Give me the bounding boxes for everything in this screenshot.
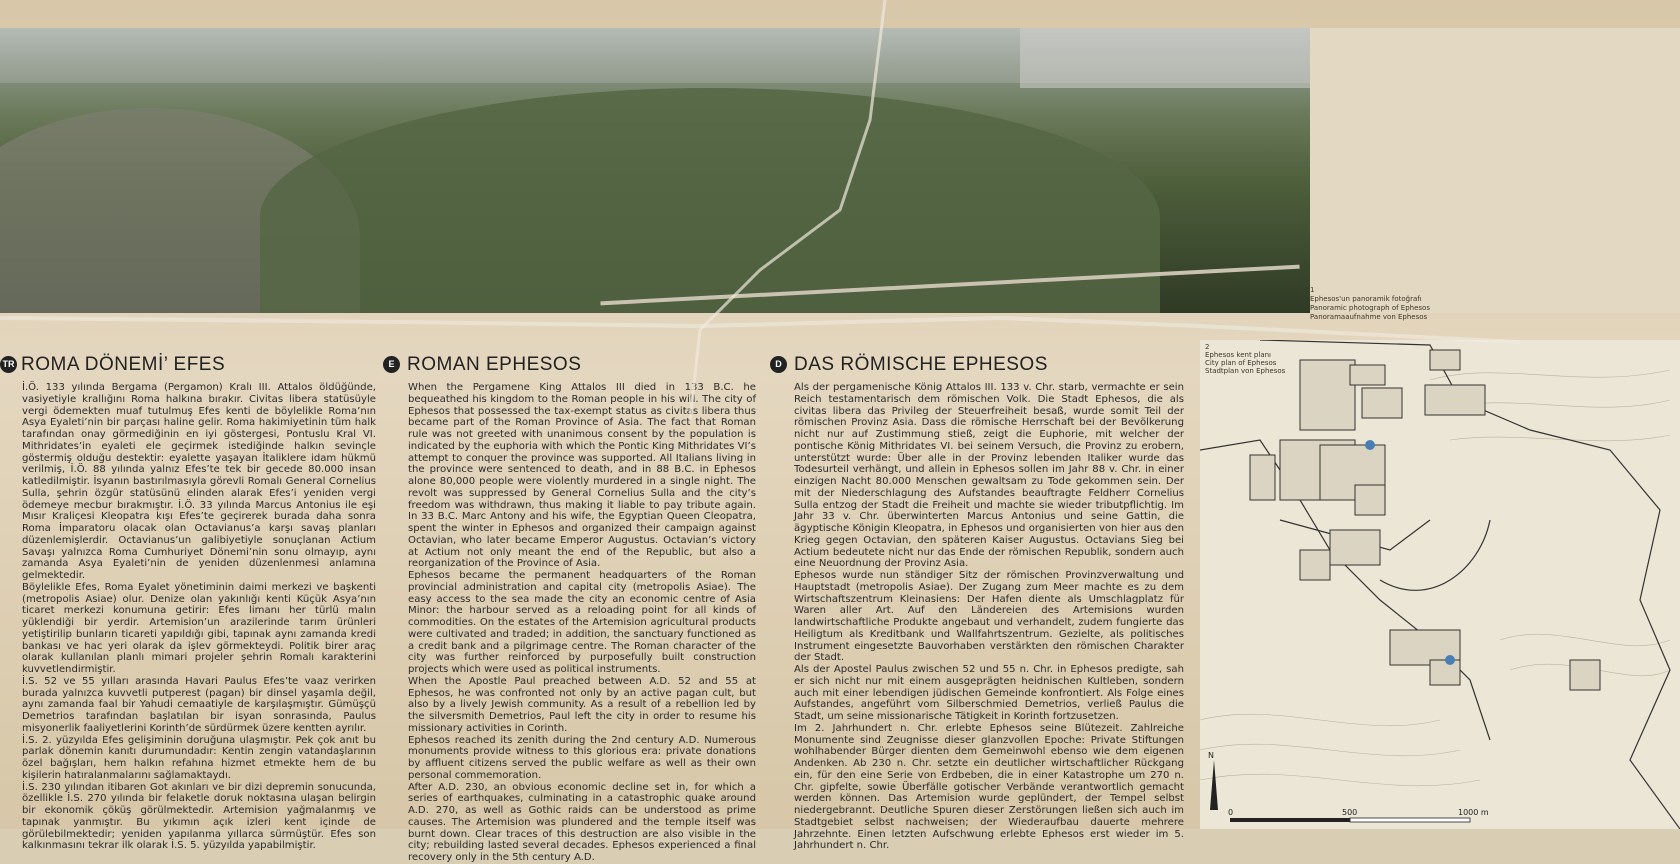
badge-en: E: [383, 356, 400, 373]
city-plan: [1200, 340, 1680, 829]
photo-caption-number: 1: [1310, 286, 1315, 294]
scale-label-1000: 1000 m: [1458, 808, 1489, 817]
paragraph: Ephesos became the permanent headquarters of the Roman provincial administration and capital city (metropolis Asiae). The easy access to the sea made the city an economic centre of Asia Minor: the harbour served as a reloading point for all kinds of commodities. On the estates of the Artemision agricultural products were cultivated and traded; in addition, the sanctuary functioned as a credit bank and a pilgrimage centre. The Roman character of the city was further reinforced by purposefully built construction projects which were used as political instruments.: [408, 570, 756, 675]
paragraph: Ephesos reached its zenith during the 2nd century A.D. Numerous monuments provide witness to this glorious era: private donations by affluent citizens served the public welfare as well as their own personal commemoration.: [408, 734, 756, 781]
city-plan-drawing: [1200, 340, 1680, 829]
scale-label-500: 500: [1342, 808, 1358, 817]
title-de: DAS RÖMISCHE EPHESOS: [794, 354, 1048, 375]
photo-caption: [1310, 286, 1430, 322]
paragraph: İ.S. 230 yılından itibaren Got akınları ve bir dizi depremin sonucunda, özellikle İ.S. 270 yılında bir felaketle doruk noktasına ulaşan belirgin bir ekonomik çöküş görülmektedir. Artemision yağmalanmış ve tapınak yanmıştır. Bu yıkımın açık izleri kent içinde de görülebilmektedir; yeniden yapılanma yıllarca sürmüştür. Efes son kalkınmasını tekrar ilk olarak İ.S. 5. yüzyılda yapabilmiştir.: [22, 781, 376, 852]
paragraph: After A.D. 230, an obvious economic decline set in, for which a series of earthquakes, culminating in a catastrophic quake around A.D. 270, as well as Gothic raids can be understood as prime causes. The Artemision was plundered and the temple itself was burnt down. Clear traces of this destruction are also visible in the city; rebuilding lasted several decades. Ephesos experienced a final recovery only in the 5th century A.D.: [408, 781, 756, 863]
paragraph: İ.Ö. 133 yılında Bergama (Pergamon) Kralı III. Attalos öldüğünde, vasiyetiyle krallığını Roma halkına bırakır. Civitas libera statüsüyle vergi ödemekten muaf tutulmuş Efes kenti de böylelikle Roma’nın Asya Eyaleti’nin bir parçası haline gelir. Roma hakimiyetinin tüm halk tarafından onay görmediğinin en iyi göstergesi, Pontuslu Kral VI. Mithridates’in eyaleti ele geçirmek istediğinde halkın sevinçle göstermiş olduğu destektir: eyalette yaşayan İtaliklere idam hükmü verilmiş, İ.Ö. 88 yılında yalnız Efes’te tek bir gecede 80.000 insan katledilmiştir. İsyanın bastırılmasıyla görevli Romalı General Cornelius Sulla, şehrin özgür statüsünü elinden alarak Efes’i yeniden vergi ödemeye mecbur bırakmıştır. İ.Ö. 33 yılında Marcus Antonius ile eşi Mısır Kraliçesi Kleopatra kışı Efes’te geçirerek burada daha sonra Roma İmparatoru olacak olan Octavianus’a karşı savaş planları düzenlemişlerdir. Octavianus’un galibiyetiyle sonuçlanan Actium Savaşı yalnızca Roma Cumhuriyet Dönemi’nin sonu olmayıp, aynı zamanda Asya Eyaleti’nin de yeniden düzenlenmesi anlamına gelmektedir.: [22, 382, 376, 581]
paragraph: İ.S. 2. yüzyılda Efes gelişiminin doruğuna ulaşmıştır. Pek çok anıt bu parlak dönemin kanıtı durumundadır: Kentin zengin vatandaşlarının özel bağışları, hem halkın refahına hizmet etmekte hem de bu kişilerin hatıralanmalarını sağlamaktaydı.: [22, 734, 376, 781]
info-marker-icon: [1365, 440, 1375, 450]
paragraph: Böylelikle Efes, Roma Eyalet yönetiminin daimi merkezi ve başkenti (metropolis Asiae) olur. Denize olan yakınlığı kenti Küçük Asya’nın ticaret merkezi konumuna getirir: Efes limanı her türlü malın yüklendiği bir yerdir. Artemision’un arazilerinde tarım ürünleri yetiştirilip bunların ticareti yapıldığı gibi, tapınak aynı zamanda kredi bankası ve hac yeri olarak da işlev görmekteydi. Politik birer araç olarak kullanılan planlı mimari projeler şehrin Romalı karakterini kuvvetlendirmiştir.: [22, 581, 376, 675]
scale-bar: [1230, 818, 1470, 822]
column-en: [408, 382, 756, 864]
map-caption-number: 2: [1205, 343, 1210, 351]
paragraph: Im 2. Jahrhundert n. Chr. erlebte Ephesos seine Blütezeit. Zahlreiche Monumente sind Zeugnisse dieser glanzvollen Epoche: Private Stiftungen wohlhabender Bürger dienten dem Gemeinwohl ebenso wie dem eigenen Andenken. Ab 230 n. Chr. setzte ein deutlicher wirtschaftlicher Rückgang ein, für den eine Serie von Erdbeben, die in einer Katastrophe um 270 n. Chr. gipfelte, sowie Überfälle gotischer Verbände verantwortlich gemacht werden können. Das Artemision wurde geplündert, der Tempel selbst niedergebrannt. Deutliche Spuren dieser Zerstörungen ließen sich auch im Stadtgebiet selbst nachweisen; der Wiederaufbau dauerte mehrere Jahrzehnte. Einen letzten Aufschwung erlebte Ephesos erst wieder im 5. Jahrhundert n. Chr.: [794, 722, 1184, 852]
building-footprints: [1250, 350, 1600, 690]
title-en: ROMAN EPHESOS: [407, 354, 582, 375]
map-caption-en: City plan of Ephesos: [1205, 359, 1277, 367]
contour-lines: [1200, 370, 1670, 786]
paragraph: When the Pergamene King Attalos III died in 133 B.C. he bequeathed his kingdom to the Roman people in his will. The city of Ephesos that possessed the tax-exempt status as civitas libera thus became part of the Roman Province of Asia. The fact that Roman rule was not greeted with unanimous consent by the population is indicated by the euphoria with which the Pontic King Mithridates VI’s attempt to conquer the province was supported. All Italians living in the province were sentenced to death, and in 88 B.C. in Ephesos alone 80,000 people were violently murdered in a single night. The revolt was suppressed by General Cornelius Sulla and the city’s freedom was withdrawn, thus making it liable to pay tribute again. In 33 B.C. Marc Antony and his wife, the Egyptian Queen Cleopatra, spent the winter in Ephesos and organized their campaign against Octavian, who later became Emperor Augustus. Octavian’s victory at Actium not only meant the end of the Republic, but also a reorganization of the Province of Asia.: [408, 382, 756, 570]
panorama-photo: [0, 28, 1310, 313]
town-area: [1020, 28, 1310, 88]
paragraph: Als der pergamenische König Attalos III. 133 v. Chr. starb, vermachte er sein Reich testamentarisch dem römischen Volk. Die Stadt Ephesos, die als civitas libera das Privileg der Steuerfreiheit besaß, wurde somit Teil der römischen Provinz Asia. Dass die römische Herrschaft bei der Bevölkerung nicht nur auf Zustimmung stieß, zeigt die Euphorie, mit welcher der pontische König Mithridates VI. bei seinem Versuch, die Provinz zu erobern, unterstützt wurde: Über alle in der Provinz lebenden Italiker wurde das Todesurteil verhängt, und allein in Ephesos sollen im Jahr 88 v. Chr. in einer einzigen Nacht 80.000 Menschen gewaltsam zu Tode gekommen sein. Der mit der Niederschlagung des Aufstandes beauftragte Feldherr Cornelius Sulla entzog der Stadt die Freiheit und machte sie wieder tributpflichtig. Im Jahr 33 v. Chr. überwinterten Marcus Antonius und seine Gattin, die ägyptische Königin Kleopatra, in Ephesos und organisierten von hier aus den Krieg gegen Octavian, den späteren Kaiser Augustus. Octavians Sieg bei Actium bedeutete nicht nur das Ende der römischen Republik, sondern auch eine Neuordnung der Provinz Asia.: [794, 382, 1184, 570]
column-tr: [22, 382, 376, 852]
paragraph: İ.S. 52 ve 55 yılları arasında Havari Paulus Efes’te vaaz verirken burada yalnızca kuvvetli putperest (pagan) bir dinsel yaşamla değil, aynı zamanda faal bir Yahudi cemaatiyle de karşılaşmıştır. Gümüşçü Demetrios tarafından başlatılan bir isyan sonrasında, Paulus misyonerlik faaliyetlerini Korinth’de sürdürmek üzere kentten ayrılır.: [22, 675, 376, 734]
map-caption-tr: Ephesos kent planı: [1205, 351, 1271, 359]
scale-label-0: 0: [1228, 808, 1234, 817]
north-label: N: [1208, 751, 1214, 760]
map-caption-de: Stadtplan von Ephesos: [1205, 367, 1286, 375]
paragraph: When the Apostle Paul preached between A.D. 52 and 55 at Ephesos, he was confronted not only by an active pagan cult, but also by a lively Jewish community. As a result of a rebellion led by the silversmith Demetrios, Paul left the city in order to resume his missionary activities in Corinth.: [408, 675, 756, 734]
badge-de: D: [770, 356, 787, 373]
photo-caption-de: Panoramaaufnahme von Ephesos: [1310, 313, 1428, 321]
photo-caption-tr: Ephesos'un panoramik fotoğrafı: [1310, 295, 1422, 303]
column-de: [794, 382, 1184, 852]
badge-tr: TR: [0, 356, 17, 373]
paragraph: Ephesos wurde nun ständiger Sitz der römischen Provinzverwaltung und Hauptstadt (metropolis Asiae). Der Zugang zum Meer machte es zu dem Wirtschaftszentrum Kleinasiens: Der Hafen diente als Umschlagplatz für Waren aller Art. Auf den Ländereien des Artemisions wurden landwirtschaftliche Produkte angebaut und verhandelt, zudem fungierte das Heiligtum als Kreditbank und Wallfahrtszentrum. Gezielte, als politisches Instrument eingesetzte Bauvorhaben verstärkten den römischen Charakter der Stadt.: [794, 570, 1184, 664]
photo-side-panel: [1310, 28, 1680, 313]
map-caption: [1205, 343, 1285, 375]
title-tr: ROMA DÖNEMİ’ EFES: [21, 354, 226, 375]
paragraph: Als der Apostel Paulus zwischen 52 und 55 n. Chr. in Ephesos predigte, sah er sich nicht nur mit einem ausgeprägten heidnischen Kultleben, sondern auch mit einer lebendigen jüdischen Gemeinde konfrontiert. Als Folge eines Aufstandes, angeführt vom Silberschmied Demetrios, verließ Paulus die Stadt, um seine missionarische Tätigkeit in Korinth fortzusetzen.: [794, 664, 1184, 722]
info-marker-icon: [1445, 655, 1455, 665]
north-arrow-icon: [1210, 760, 1218, 810]
photo-caption-en: Panoramic photograph of Ephesos: [1310, 304, 1430, 312]
